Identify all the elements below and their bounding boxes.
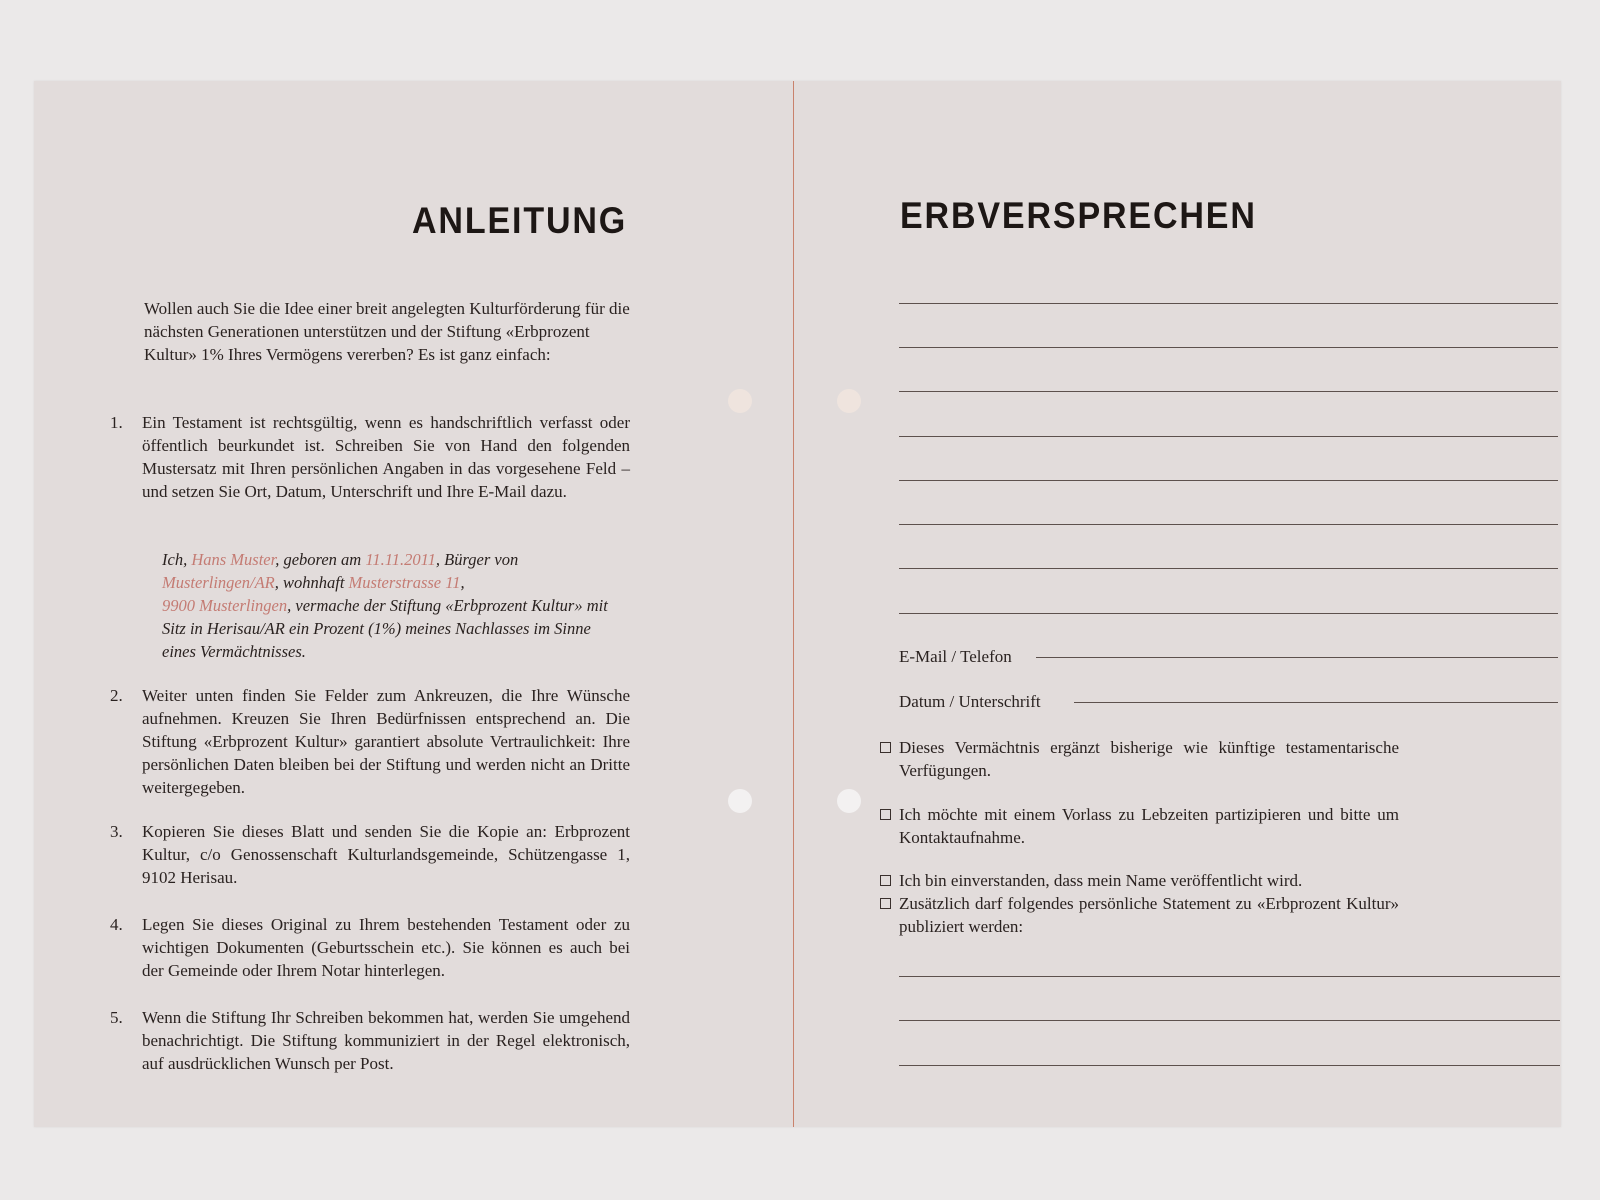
checkbox-label: Zusätzlich darf folgendes persönliche Statement zu «Erbprozent Kultur» publiziert werden: <box>899 894 1399 936</box>
writing-line[interactable] <box>899 436 1558 437</box>
item-number: 4. <box>110 915 123 934</box>
item-number: 2. <box>110 686 123 705</box>
email-phone-label: E-Mail / Telefon <box>899 647 1020 667</box>
punch-hole <box>837 789 861 813</box>
writing-line[interactable] <box>899 347 1558 348</box>
left-page-title: ANLEITUNG <box>412 200 628 241</box>
date-signature-label: Datum / Unterschrift <box>899 692 1049 712</box>
writing-line[interactable] <box>899 568 1558 569</box>
writing-line[interactable] <box>899 303 1558 304</box>
statement-line[interactable] <box>899 976 1560 977</box>
punch-hole <box>728 789 752 813</box>
sample-text: , Bürger von <box>435 550 519 569</box>
writing-line[interactable] <box>899 524 1558 525</box>
item-number: 1. <box>110 413 123 432</box>
sample-date: 11.11.2011 <box>365 550 436 569</box>
checkbox-label: Dieses Vermächtnis ergänzt bisherige wie künftige testamentarische Verfügungen. <box>899 738 1399 780</box>
punch-hole <box>728 389 752 413</box>
item-text: Ein Testament ist rechtsgültig, wenn es handschriftlich verfasst oder öffentlich beurkundet ist. Schreiben Sie von Hand den folgenden Mustersatz mit Ihren persönlichen Angaben in das vorgesehene Feld – und setzen Sie Ort, Datum, Unterschrift und Ihre E-Mail dazu. <box>142 413 630 501</box>
intro-paragraph: Wollen auch Sie die Idee einer breit angelegten Kulturförderung für die nächsten Generationen unterstützen und der Stiftung «Erbprozent Kultur» 1% Ihres Vermögens vererben? Es ist ganz einfach: <box>144 299 630 364</box>
item-number: 3. <box>110 822 123 841</box>
punch-hole <box>837 389 861 413</box>
email-phone-line[interactable] <box>1036 657 1558 658</box>
right-page-title: ERBVERSPRECHEN <box>900 195 1257 236</box>
sample-text: , wohnhaft <box>274 573 349 592</box>
item-text: Kopieren Sie dieses Blatt und senden Sie die Kopie an: Erbprozent Kultur, c/o Genossenschaft Kulturlandsgemeinde, Schützengasse 1, 9102 Herisau. <box>142 822 630 887</box>
item-text: Wenn die Stiftung Ihr Schreiben bekommen hat, werden Sie umgehend benachrichtigt. Die Stiftung kommuniziert in der Regel elektronisch, auf ausdrücklichen Wunsch per Post. <box>142 1008 630 1073</box>
date-signature-line[interactable] <box>1074 702 1558 703</box>
sample-text: , geboren am <box>275 550 366 569</box>
checkbox-label: Ich bin einverstanden, dass mein Name veröffentlicht wird. <box>899 871 1303 890</box>
checkbox-icon[interactable] <box>880 809 891 820</box>
item-text: Weiter unten finden Sie Felder zum Ankreuzen, die Ihre Wünsche aufnehmen. Kreuzen Sie Ihren Bedürfnissen entsprechend an. Die Stiftung «Erbprozent Kultur» garantiert absolute Vertraulichkeit: Ihre persönlichen Daten bleiben bei der Stiftung und werden nicht an Dritte weitergegeben. <box>142 686 630 797</box>
sample-text: Ich, <box>162 550 192 569</box>
checkbox-icon[interactable] <box>880 898 891 909</box>
fold-line <box>793 81 794 1127</box>
writing-line[interactable] <box>899 391 1558 392</box>
item-text: Legen Sie dieses Original zu Ihrem bestehenden Testament oder zu wichtigen Dokumenten (Geburtsschein etc.). Sie können es auch bei der Gemeinde oder Ihrem Notar hinterlegen. <box>142 915 630 980</box>
writing-line[interactable] <box>899 613 1558 614</box>
checkbox-label: Ich möchte mit einem Vorlass zu Lebzeiten partizipieren und bitte um Kontaktaufnahme. <box>899 805 1399 847</box>
checkbox-icon[interactable] <box>880 742 891 753</box>
item-number: 5. <box>110 1008 123 1027</box>
sample-sentence <box>162 548 617 663</box>
sample-origin: Musterlingen/AR <box>162 573 275 592</box>
writing-line[interactable] <box>899 480 1558 481</box>
statement-line[interactable] <box>899 1020 1560 1021</box>
statement-line[interactable] <box>899 1065 1560 1066</box>
sample-text: , vermache der Stiftung «Erbprozent Kultur» mit Sitz in Herisau/AR ein Prozent (1%) meines Nachlasses im Sinne eines Vermächtnisses. <box>162 596 608 661</box>
sample-text: , <box>460 573 465 592</box>
sample-city: 9900 Musterlingen <box>162 596 288 615</box>
checkbox-icon[interactable] <box>880 875 891 886</box>
sample-name: Hans Muster <box>191 550 276 569</box>
sample-street: Musterstrasse 11 <box>348 573 461 592</box>
